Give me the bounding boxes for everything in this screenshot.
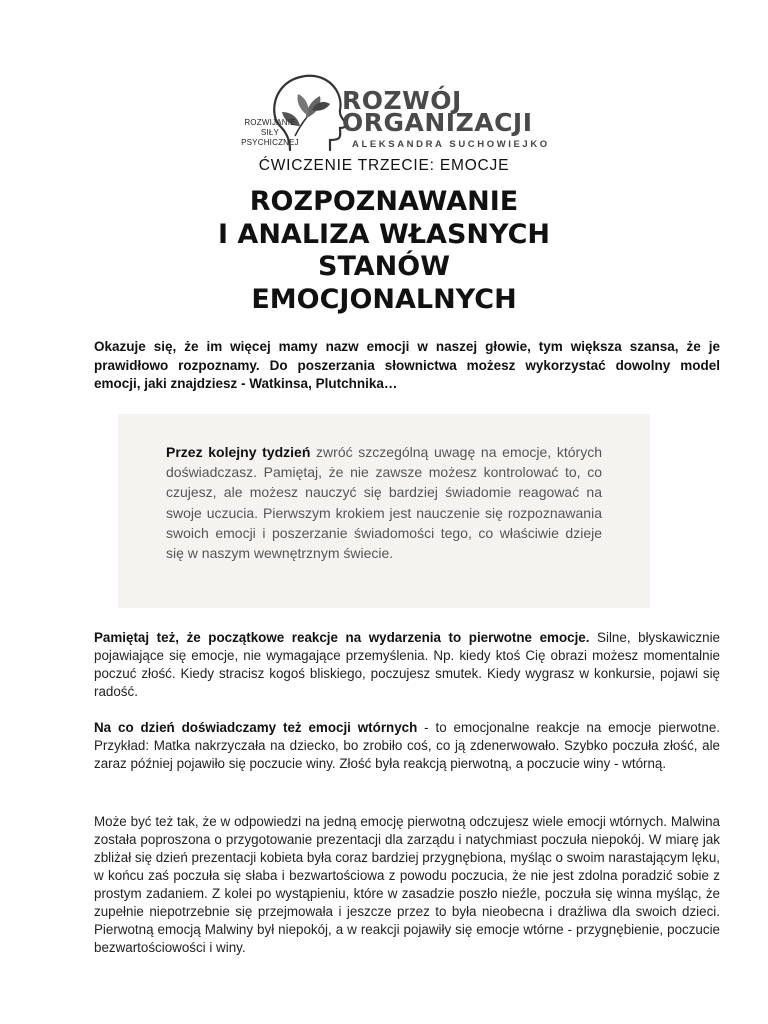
brand-name-line1: ROZWÓJ xyxy=(342,86,462,115)
title-line: I ANALIZA WŁASNYCH xyxy=(217,218,550,250)
logo xyxy=(228,70,558,158)
tagline-line: ROZWIJANIE xyxy=(244,118,296,127)
brand-name-line2: ORGANIZACJI xyxy=(342,108,533,137)
page-title xyxy=(0,186,768,316)
brand-author: ALEKSANDRA SUCHOWIEJKO xyxy=(352,139,550,150)
title-line: STANÓW xyxy=(318,251,450,282)
paragraph-lead: Pamiętaj też, że początkowe reakcje na wydarzenia to pierwotne emocje. xyxy=(94,630,590,645)
paragraph-lead: Na co dzień doświadczamy też emocji wtórnych xyxy=(94,720,418,735)
exercise-box-body: zwróć szczególną uwagę na emocje, których doświadczasz. Pamiętaj, że nie zawsze możesz kontrolować to, co czujesz, ale możesz nauczyć się bardziej świadomie reagować na swoje uczucia. Pierwszym krokiem jest nauczenie się rozpoznawania swoich emocji i poszerzanie świadomości tego, co właściwie dzieje się w naszym wewnętrznym świecie. xyxy=(166,444,602,562)
tagline-line: PSYCHICZNEJ xyxy=(241,138,299,147)
paragraph-body: - to emocjonalne reakcje na emocje pierwotne. Przykład: Matka nakrzyczała na dziecko, bo zrobiło coś, co ją zdenerwowało. Szybko poczuła złość, ale zaraz później pojawiło się poczucie winy. Złość była reakcją pierwotną, a poczucie winy - wtórną. xyxy=(94,720,721,771)
paragraph-secondary-emotions xyxy=(94,719,720,773)
title-line: EMOCJONALNYCH xyxy=(251,283,517,315)
tagline-line: SIŁY xyxy=(260,128,280,137)
exercise-box-text xyxy=(166,442,602,563)
exercise-label: ĆWICZENIE TRZECIE: EMOCJE xyxy=(258,157,510,174)
paragraph-primary-emotions xyxy=(94,629,720,701)
logo-tagline xyxy=(228,118,312,148)
title-line: ROZPOZNAWANIE xyxy=(249,186,519,217)
paragraph-body: Silne, błyskawicznie pojawiające się emocje, nie wymagające przemyślenia. Np. kiedy ktoś Cię obrazi możesz momentalnie poczuć złość. Kiedy stracisz kogoś bliskiego, poczujesz smutek. Kiedy wygrasz w konkursie, pojawi się radość. xyxy=(94,630,720,699)
exercise-box xyxy=(118,414,650,608)
exercise-box-lead: Przez kolejny tydzień xyxy=(166,444,311,460)
paragraph-example: Może być też tak, że w odpowiedzi na jedną emocję pierwotną odczujesz wiele emocji wtórnych. Malwina została poproszona o przygotowanie prezentacji dla zarządu i natychmiast poczuła niepokój. W miarę jak zbliżał się dzień prezentacji kobieta była coraz bardziej przygnębiona, myśląc o swoim narastającym lęku, w końcu zaś poczuła się słaba i bezwartościowa z powodu poczucia, że nie jest zdolna poradzić sobie z prostym zadaniem. Z kolei po wystąpieniu, które w zasadzie poszło nieźle, poczuła się winna myśląc, że zupełnie niepotrzebnie się przejmowała i jeszcze przez to była nieobecna i drażliwa dla swoich dzieci. Pierwotną emocją Malwiny był niepokój, a w reakcji pojawiły się emocje wtórne - przygnębienie, poczucie bezwartościowości i winy. xyxy=(94,814,720,955)
intro-paragraph: Okazuje się, że im więcej mamy nazw emocji w naszej głowie, tym większa szansa, że je prawidłowo rozpoznamy. Do poszerzania słownictwa możesz wykorzystać dowolny model emocji, jaki znajdziesz - Watkinsa, Plutchnika… xyxy=(94,339,720,391)
